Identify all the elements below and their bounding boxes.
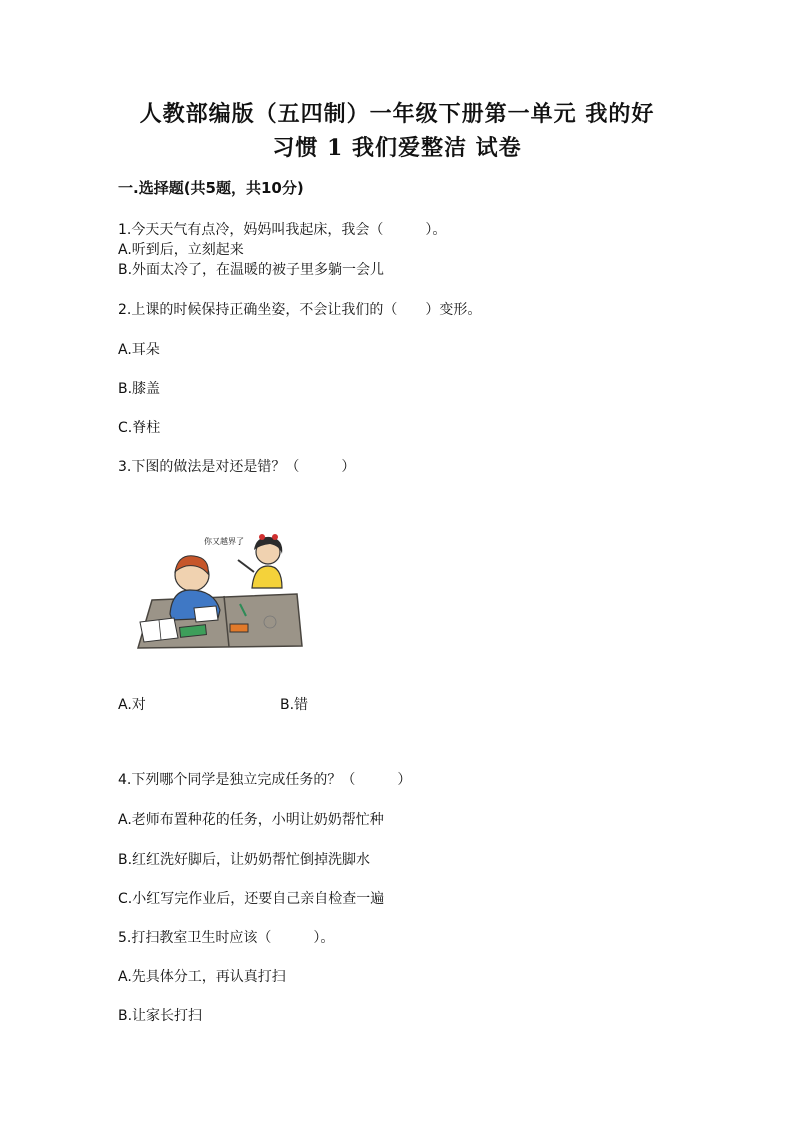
section-heading: 一.选择题(共5题，共10分) bbox=[118, 179, 304, 197]
question-2-option-c: C.脊柱 bbox=[118, 420, 161, 436]
question-5-option-b: B.让家长打扫 bbox=[118, 1008, 203, 1024]
question-3-stem: 3.下图的做法是对还是错？（ ） bbox=[118, 459, 356, 475]
question-1-stem: 1.今天天气有点冷，妈妈叫我起床，我会（ ）。 bbox=[118, 222, 447, 238]
question-4-option-b: B.红红洗好脚后，让奶奶帮忙倒掉洗脚水 bbox=[118, 852, 371, 868]
question-5-option-a: A.先具体分工，再认真打扫 bbox=[118, 969, 286, 985]
question-1-option-b: B.外面太冷了，在温暖的被子里多躺一会儿 bbox=[118, 262, 385, 278]
speech-bubble-text: 你又越界了 bbox=[204, 537, 244, 546]
question-1-option-a: A.听到后，立刻起来 bbox=[118, 242, 244, 258]
question-2-option-a: A.耳朵 bbox=[118, 342, 160, 358]
page-title-line-2: 习惯 1 我们爱整洁 试卷 bbox=[272, 135, 522, 161]
question-4-stem: 4.下列哪个同学是独立完成任务的？（ ） bbox=[118, 772, 412, 788]
question-3-illustration bbox=[134, 528, 304, 653]
question-4-option-c: C.小红写完作业后，还要自己亲自检查一遍 bbox=[118, 891, 385, 907]
page-title-line-1: 人教部编版（五四制）一年级下册第一单元 我的好 bbox=[139, 101, 655, 127]
question-2-stem: 2.上课的时候保持正确坐姿，不会让我们的（ ）变形。 bbox=[118, 302, 482, 318]
question-3-option-b: B.错 bbox=[280, 697, 309, 713]
question-3-option-a: A.对 bbox=[118, 697, 146, 713]
question-5-stem: 5.打扫教室卫生时应该（ ）。 bbox=[118, 930, 335, 946]
question-4-option-a: A.老师布置种花的任务，小明让奶奶帮忙种 bbox=[118, 812, 384, 828]
question-2-option-b: B.膝盖 bbox=[118, 381, 161, 397]
